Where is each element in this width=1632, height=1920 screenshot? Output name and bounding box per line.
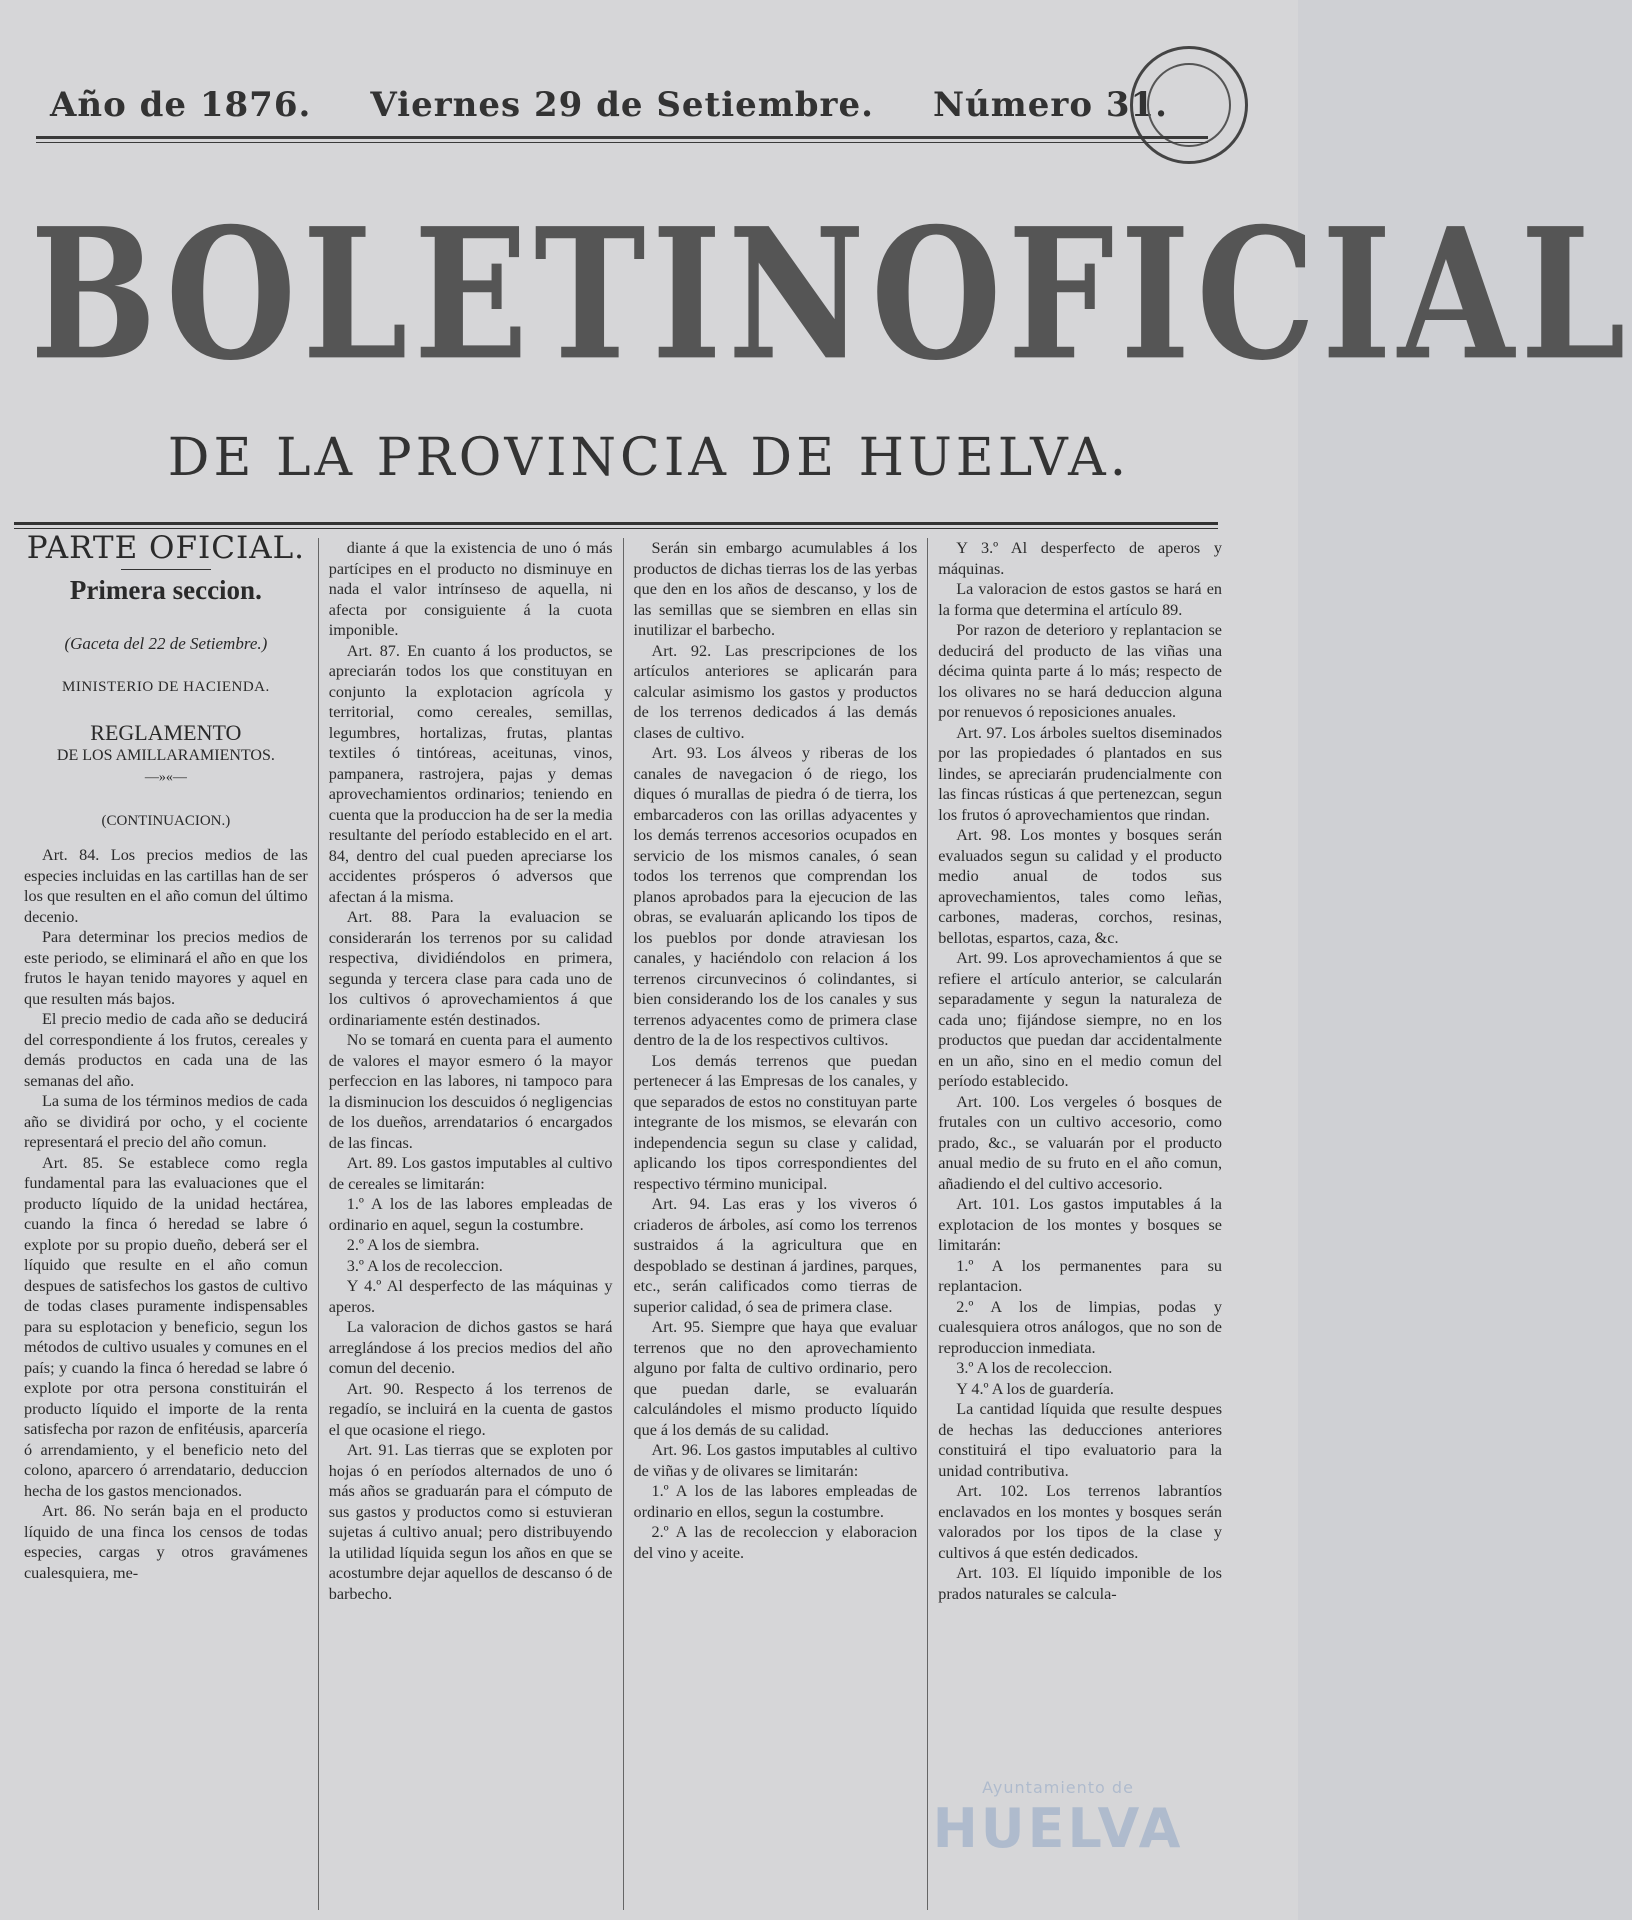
top-rule-thin: [36, 142, 1208, 143]
paragraph: 2.º A las de recoleccion y elaboracion del vino y aceite.: [633, 1523, 918, 1562]
paragraph: La valoracion de dichos gastos se hará arreglándose á los precios medios del año comun del decenio.: [328, 1318, 613, 1377]
paragraph: 1.º A los permanentes para su replantacion.: [938, 1256, 1222, 1295]
text-columns: [14, 530, 1232, 1910]
paragraph: Art. 101. Los gastos imputables á la explotacion de los montes y bosques se limitarán:: [938, 1195, 1222, 1254]
paragraph: Art. 91. Las tierras que se exploten por hojas ó en períodos alternados de uno ó más años se graduarán para el cómputo de sus gastos y productos como si estuvieran sujetas á cultivo anual; pero distribuyendo la utilidad líquida segun los años en que se acostumbre dejar aquellos de descanso ó de barbecho.: [328, 1441, 613, 1603]
paragraph: Art. 85. Se establece como regla fundamental para las evaluaciones que el producto líquido de la unidad hectárea, cuando la finca ó heredad se labre ó explote por su propio dueño, deberá ser el líquido que resulte en el año comun despues de satisfechos los gastos de cultivo de todas clases puramente indispensables para su esplotacion y beneficio, segun los métodos de cultivo usuales y comunes en el país; y cuando la finca ó heredad se labre ó explote por otra persona constituirán el producto líquido el importe de la renta satisfecha por razon de enfitéusis, aparcería ó arrendamiento, y el beneficio neto del colono, aparcero ó arrendatario, deduccion hecha de los gastos mencionados.: [24, 1153, 308, 1500]
paragraph: Art. 103. El líquido imponible de los prados naturales se calcula-: [938, 1564, 1222, 1603]
masthead: [30, 189, 1632, 401]
paragraph: Art. 96. Los gastos imputables al cultivo de viñas y de olivares se limitarán:: [633, 1441, 918, 1480]
paragraph: Art. 87. En cuanto á los productos, se apreciarán todos los que constituyan en conjunto la explotacion agrícola y territorial, como cereales, semillas, legumbres, hortalizas, frutas, plantas textiles ó tintóreas, aceitunas, vinos, pampanera, rastrojera, pajas y demas aprovechamientos ordinarios; teniendo en cuenta que la produccion ha de ser la media resultante del período establecido en el art. 84, dentro del cual pueden apreciarse los accidentes prósperos ó adversos que afectan á la misma.: [328, 641, 613, 906]
paragraph: Art. 84. Los precios medios de las especies incluidas en las cartillas han de ser los que resulten en el año comun del último decenio.: [24, 846, 308, 926]
watermark-subtext: Ayuntamiento de: [982, 1778, 1134, 1797]
paragraph: Y 4.º A los de guardería.: [956, 1379, 1114, 1398]
column-1-body: [24, 845, 308, 1583]
masthead-word-oficial: OFICIAL: [870, 189, 1632, 401]
continuacion-label: (CONTINUACION.): [101, 812, 231, 829]
paragraph: La cantidad líquida que resulte despues de hechas las deducciones anteriores constituirá el tipo evaluatorio para la unidad contributiva.: [938, 1400, 1222, 1480]
masthead-rule: [14, 522, 1218, 525]
parte-oficial-heading: PARTE OFICIAL.: [26, 530, 306, 566]
masthead-word-boletin: BOLETIN: [30, 189, 871, 401]
paragraph: Art. 97. Los árboles sueltos diseminados por las propiedades ó plantados en sus lindes, se apreciarán prudencialmente con las fincas rústicas á que pertenezcan, segun los frutos ó aprovechamientos que rindan.: [938, 723, 1222, 824]
paragraph: Art. 90. Respecto á los terrenos de regadío, se incluirá en la cuenta de gastos el que ocasione el riego.: [328, 1379, 613, 1439]
dateline: [50, 80, 1228, 130]
column-2: [318, 538, 623, 1910]
masthead-rule-thin: [14, 528, 1218, 529]
year-label: Año de 1876.: [50, 85, 312, 125]
paragraph: Art. 102. Los terrenos labrantíos enclavados en los montes y bosques serán valorados por los tipos de la clase y cultivos á que estén dedicados.: [938, 1482, 1222, 1562]
ornament: —»«—: [144, 770, 187, 785]
issue-number: Número 31.: [933, 85, 1168, 125]
paragraph: La suma de los términos medios de cada año se dividirá por ocho, y el cociente representará el precio del año comun.: [24, 1092, 308, 1151]
paragraph: 3.º A los de recoleccion.: [346, 1256, 503, 1275]
paragraph: No se tomará en cuenta para el aumento de valores el mayor esmero ó la mayor perfeccion en las labores, ni tampoco para la disminucion los descuidos ó negligencias de los dueños, arrendatarios ó encargados de las fincas.: [328, 1031, 613, 1152]
paragraph: 3.º A los de recoleccion.: [956, 1359, 1113, 1377]
paragraph: Art. 95. Siempre que haya que evaluar terrenos que no den aprovechamiento alguno por falta de cultivo ordinario, pero que puedan darle, se evaluarán calculándoles el mismo producto líquido que á los demás de su calidad.: [633, 1318, 918, 1439]
paragraph: Serán sin embargo acumulables á los productos de dichas tierras los de las yerbas que den en los años de descanso, y los de las semillas que se siembren en ellas sin inutilizar el barbecho.: [633, 539, 918, 639]
paragraph: Y 3.º Al desperfecto de aperos y máquinas.: [938, 539, 1222, 578]
column-3: [623, 538, 928, 1910]
paragraph: diante á que la existencia de uno ó más partícipes en el producto no disminuye en nada el valor intrínseso de aquella, ni afecta por consiguiente á la cuota imponible.: [328, 539, 613, 639]
paragraph: 2.º A los de siembra.: [346, 1236, 480, 1254]
paragraph: Art. 100. Los vergeles ó bosques de frutales con un cultivo accesorio, como prado, &c., se valuarán por el producto anual medio de su fruto en el año comun, añadiendo el del cultivo accesorio.: [938, 1092, 1222, 1193]
paragraph: Para determinar los precios medios de este periodo, se eliminará el año en que los frutos le hayan tenido mayores y aquel en que resulten más bajos.: [24, 928, 308, 1008]
amillaramientos-heading: DE LOS AMILLARAMIENTOS.: [56, 746, 275, 764]
masthead-subtitle: DE LA PROVINCIA DE HUELVA.: [167, 428, 1131, 488]
paragraph: 1.º A los de las labores empleadas de ordinario en ellos, segun la costumbre.: [633, 1482, 918, 1521]
date-label: Viernes 29 de Setiembre.: [370, 85, 874, 125]
paragraph: Art. 92. Las prescripciones de los artículos anteriores se aplicarán para calcular asimismo los gastos y productos de los terrenos dedicados á las demás clases de cultivo.: [633, 641, 918, 742]
paragraph: El precio medio de cada año se deducirá del correspondiente á los frutos, cereales y demás productos en cada una de las semanas del año.: [24, 1010, 308, 1090]
paragraph: Art. 94. Las eras y los viveros ó criaderos de árboles, así como los terrenos sustraidos á la agricultura que en despoblado se destinan á jardines, parques, etc., serán calificados como tierras de superior calidad, ó sea de primera clase.: [633, 1195, 918, 1316]
ministerio-heading: MINISTERIO DE HACIENDA.: [62, 678, 270, 695]
paragraph: Art. 93. Los álveos y riberas de los canales de navegacion ó de riego, los diques ó murallas de piedra ó de tierra, los embarcaderos con las orillas adyacentes y los demás terrenos accesorios ocupados en servicio de los mismos canales, ó sean todos los terrenos que comprendan los planos aprobados para la ejecucion de las obras, se evaluarán aplicando los tipos de los pueblos por donde atraviesan los canales, y haciéndolo con relacion á los terrenos circunvecinos ó colindantes, si bien considerando los de los canales y sus terrenos adyacentes como de primera clase dentro de la de los respectivos cultivos.: [633, 744, 918, 1049]
heading-rule: [121, 569, 211, 570]
paragraph: Los demás terrenos que puedan pertenecer á las Empresas de los canales, y que separados de estos no constituyan parte integrante de los mismos, se elevarán con independencia segun su clase y calidad, aplicando los tipos correspondientes del respectivo término municipal.: [633, 1051, 918, 1193]
gaceta-note: (Gaceta del 22 de Setiembre.): [64, 634, 268, 653]
column-4: [927, 538, 1232, 1910]
watermark-text: HUELVA: [932, 1797, 1184, 1860]
library-stamp-icon: [1130, 46, 1248, 164]
paragraph: Art. 86. No serán baja en el producto líquido de una finca los censos de todas especies, cargas y otros gravámenes cualesquiera, me-: [24, 1502, 308, 1582]
paragraph: La valoracion de estos gastos se hará en la forma que determina el artículo 89.: [938, 580, 1222, 619]
paragraph: 2.º A los de limpias, podas y cualesquiera otros análogos, que no son de reproduccion inmediata.: [938, 1297, 1222, 1357]
paragraph: 1.º A los de las labores empleadas de ordinario en aquel, segun la costumbre.: [328, 1195, 613, 1234]
paragraph: Art. 99. Los aprovechamientos á que se refiere el artículo anterior, se calcularán separadamente y segun la naturaleza de cada uno; fijándose siempre, no en los productos que puedan dar accidentalmente en un año, sino en el medio comun del período establecido.: [938, 949, 1222, 1090]
top-rule: [36, 136, 1208, 139]
paragraph: Y 4.º Al desperfecto de las máquinas y aperos.: [328, 1277, 613, 1316]
column-1: [14, 530, 318, 1910]
paragraph: Art. 98. Los montes y bosques serán evaluados segun su calidad y el producto medio anual de todos sus aprovechamientos, tales como leñas, carbones, maderas, corchos, resinas, bellotas, espartos, caza, &c.: [938, 826, 1222, 947]
paragraph: Art. 88. Para la evaluacion se considerarán los terrenos por su calidad respectiva, dividiéndolos en primera, segunda y tercera clase para cada uno de los cultivos ó aprovechamientos á que ordinariamente estén destinados.: [328, 908, 613, 1029]
reglamento-heading: REGLAMENTO: [90, 720, 242, 745]
paragraph: Por razon de deterioro y replantacion se deducirá del producto de las viñas una décima quinta parte á lo más; respecto de los olivares no se hará deduccion alguna por renuevos ó reposiciones anuales.: [938, 621, 1222, 721]
primera-seccion-heading: Primera seccion.: [69, 574, 262, 605]
paragraph: Art. 89. Los gastos imputables al cultivo de cereales se limitarán:: [328, 1154, 613, 1193]
